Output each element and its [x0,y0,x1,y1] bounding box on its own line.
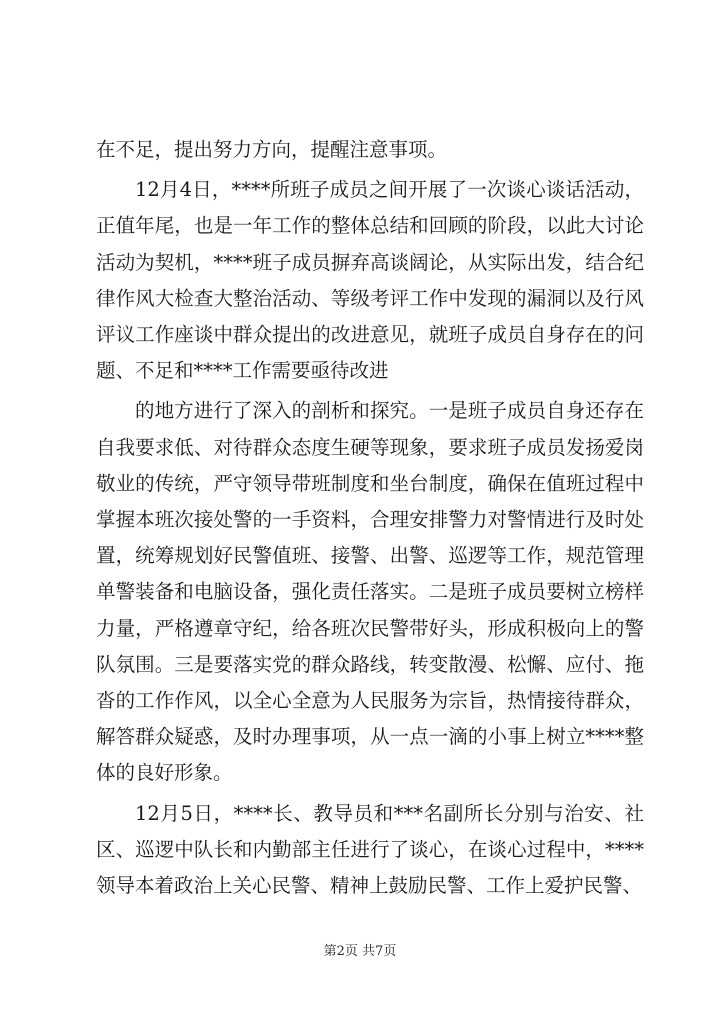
document-body [96,132,644,908]
paragraph-dec-4: 12月4日，****所班子成员之间开展了一次谈心谈话活动，正值年尾，也是一年工作的整体总结和回顾的阶段，以此大讨论活动为契机，****班子成员摒弃高谈阔论，从实际出发，结合纪律作风大检查大整治活动、等级考评工作中发现的漏洞以及行风评议工作座谈中群众提出的改进意见，就班子成员自身存在的问题、不足和****工作需要亟待改进 [96,178,644,383]
paragraph-continuation: 在不足，提出努力方向，提醒注意事项。 [96,138,448,161]
page-footer: 第2页 共7页 [323,944,397,959]
paragraph-dec-5: 12月5日，****长、教导员和***名副所长分别与治安、社区、巡逻中队长和内勤部主任进行了谈心，在谈心过程中，****领导本着政治上关心民警、精神上鼓励民警、工作上爱护民警、 [96,801,644,898]
paragraph-analysis: 的地方进行了深入的剖析和探究。一是班子成员自身还存在自我要求低、对待群众态度生硬等现象，要求班子成员发扬爱岗敬业的传统，严守领导带班制度和坐台制度，确保在值班过程中掌握本班次接处警的一手资料，合理安排警力对警情进行及时处置，统筹规划好民警值班、接警、出警、巡逻等工作，规范管理单警装备和电脑设备，强化责任落实。二是班子成员要树立榜样力量，严格遵章守纪，给各班次民警带好头，形成积极向上的警队氛围。三是要落实党的群众路线，转变散漫、松懈、应付、拖沓的工作作风，以全心全意为人民服务为宗旨，热情接待群众，解答群众疑惑，及时办理事项，从一点一滴的小事上树立****整体的良好形象。 [96,399,644,785]
